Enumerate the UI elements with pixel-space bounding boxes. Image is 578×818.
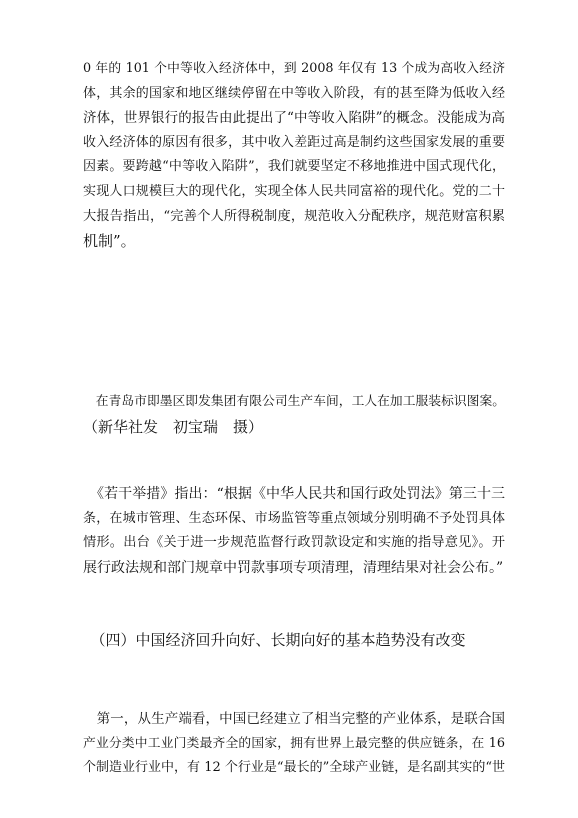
text-line: 展行政法规和部门规章中罚款事项专项清理，清理结果对社会公布。” [83,559,504,576]
section-heading-text: （四）中国经济回升向好、长期向好的基本趋势没有改变 [83,631,466,649]
text-line: 大报告指出，“完善个人所得税制度，规范收入分配秩序，规范财富积累 [83,208,505,224]
text-line: 体，其余的国家和地区继续停留在中等收入阶段，有的甚至降为低收入经 [83,85,505,101]
text-line: 收入经济体的原因有很多，其中收入差距过高是制约这些国家发展的重要 [83,134,505,150]
paragraph-middle-income-trap [83,57,505,254]
text-line: 个制造业行业中，有 12 个行业是“最长的”全球产业链，是名副其实的“世 [83,760,505,776]
text-line: 条，在城市管理、生态环保、市场监管等重点领域分别明确不予处罚具体 [83,510,505,526]
text-line: 第一，从生产端看，中国已经建立了相当完整的产业体系，是联合国 [83,711,505,727]
photo-caption [83,390,505,439]
section-heading [83,628,505,653]
text-line: 济体，世界银行的报告由此提出了“中等收入陷阱”的概念。没能成为高 [83,110,505,127]
text-line: 实现人口规模巨大的现代化，实现全体人民共同富裕的现代化。党的二十 [83,183,505,199]
caption-credit: （新华社发 初宝瑞 摄） [83,417,264,436]
text-line: 情形。出台《关于进一步规范监督行政罚款设定和实施的指导意见》。开 [83,535,505,551]
text-line: 机制”。 [83,232,136,251]
paragraph-industrial-system [83,707,505,781]
paragraph-measures-quote [83,482,505,580]
text-line: 0 年的 101 个中等收入经济体中，到 2008 年仅有 13 个成为高收入经济 [83,61,505,76]
text-line: 《若干举措》指出：“根据《中华人民共和国行政处罚法》第三十三 [83,486,505,502]
text-line: 因素。要跨越“中等收入陷阱”，我们就要坚定不移地推进中国式现代化， [83,159,505,175]
text-line: 产业分类中工业门类最齐全的国家，拥有世界上最完整的供应链条，在 16 [83,735,505,751]
caption-line: 在青岛市即墨区即发集团有限公司生产车间，工人在加工服装标识图案。 [83,394,505,409]
